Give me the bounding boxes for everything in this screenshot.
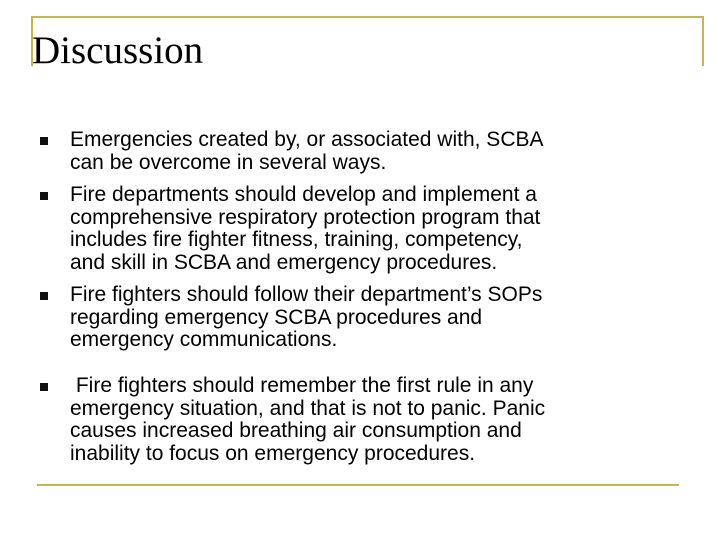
bullet-text: Fire fighters should follow their department’s SOPs regarding emergency SCBA procedures and emergency communications. — [70, 283, 543, 351]
bullet-item — [70, 184, 675, 274]
bullet-item — [70, 375, 675, 465]
bullet-item — [70, 284, 675, 352]
square-bullet-icon — [40, 292, 48, 300]
slide-title: Discussion — [32, 29, 204, 72]
bullet-item — [70, 129, 675, 174]
bullet-text: Fire fighters should remember the first rule in any emergency situation, and that is not to panic. Panic causes increased breathing air consumption and inability to focus on emergency procedures. — [70, 374, 546, 465]
bullet-text: Emergencies created by, or associated with, SCBA can be overcome in several ways. — [70, 128, 544, 174]
square-bullet-icon — [40, 137, 48, 145]
bullet-text: Fire departments should develop and implement a comprehensive respiratory protection program that includes fire fighter fitness, training, competency, and skill in SCBA and emergency procedures. — [70, 183, 541, 274]
square-bullet-icon — [40, 192, 48, 200]
square-bullet-icon — [40, 383, 48, 391]
